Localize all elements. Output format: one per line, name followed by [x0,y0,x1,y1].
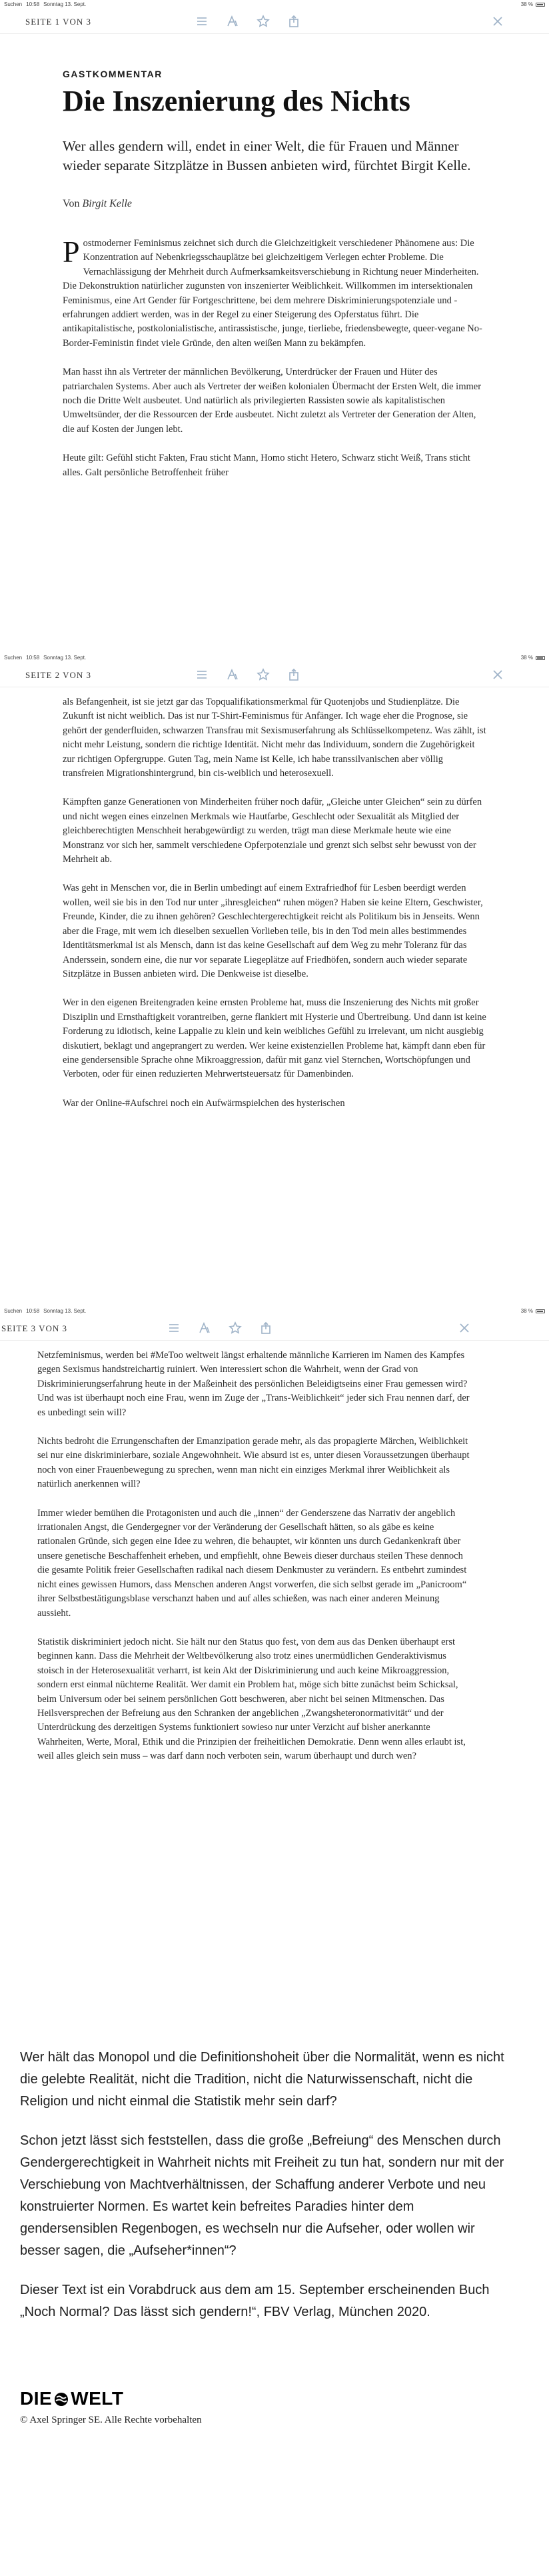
copyright-notice: © Axel Springer SE. Alle Rechte vorbehalten [20,2415,202,2425]
article-kicker: GASTKOMMENTAR [63,69,163,79]
status-carrier: Suchen [4,655,23,661]
status-carrier: Suchen [4,1,23,7]
status-date: Sonntag 13. Sept. [43,655,87,661]
body-paragraph: Immer wieder bemühen die Protagonisten und auch die „innen“ der Genderszene das Narrativ der angeblich irrationalen Angst, die Gendergegner vor der Veränderung der Gesellschaft hätten, so als gäbe es keine rationalen Gründe, sich gegen eine Idee zu wehren, die behauptet, wir könnten uns durch Gedankenkraft über unsere genetische Beschaffenheit erheben, und empfiehlt, ohne Beweis dieser durchaus steilen These dennoch die gesamte Politik freier Gesellschaften radikal nach diesem Denkmuster zu verändern. Es entbehrt zumindest nicht eines gewissen Humors, dass Menschen anderen Angst vorwerfen, die sich selbst gerade im „Panicroom“ ihrer Selbstbestätigungsblase verschanzt haben und auf alles schießen, was nach einer anderen Meinung aussieht. [37,1507,467,1619]
font-size-icon[interactable] [225,667,240,682]
bookmark-star-icon[interactable] [228,1321,243,1335]
article-column [0,1341,549,1764]
battery-percent: 38 % [520,1308,533,1314]
status-bar [0,653,549,662]
article-column [0,687,549,1111]
close-icon[interactable] [492,15,505,29]
bookmark-star-icon[interactable] [256,14,271,29]
body-paragraph: Heute gilt: Gefühl sticht Fakten, Frau sticht Mann, Homo sticht Hetero, Schwarz sticht Weiß, Trans sticht alles. Galt persönliche Betroffenheit früher [63,453,470,478]
close-icon[interactable] [492,669,505,682]
article-byline [63,198,486,210]
body-paragraph: Statistik diskriminiert jedoch nicht. Sie hält nur den Status quo fest, von dem aus das Denken überhaupt erst beginnen kann. Dass die Mehrheit der Weltbevölkerung also trotz eines unermüdlichen Genderaktivismus stoisch in der Heterosexualität verharrt, ist kein Akt der Diskriminierung und auch keine Mikroaggression, sondern erst einmal nüchterne Realität. Wer damit ein Problem hat, möge sich bitte zunächst beim Schicksal, beim Universum oder bei seinem persönlichen Gott beschweren, aber nicht bei seinen Mitmenschen. Das Heilsversprechen der Befreiung aus den Schranken der angeblichen „Zwangsheteronormativität“ und der Unterdrückung des derzeitigen Systems funktioniert sowieso nur unter Verzicht auf bisher anerkannte Wahrheiten, Werte, Moral, Ethik und die Prinzipien der freiheitlichen Demokratie. Denn wenn alles erlaubt ist, weil alles gleich sein muss – was darf dann noch verboten sein, warum überhaupt und durch wen? [37,1636,466,1762]
body-paragraph: Kämpften ganze Generationen von Minderheiten früher noch dafür, „Gleiche unter Gleichen“ sein zu dürfen und nicht wegen eines einzelnen Merkmals wie Hautfarbe, Geschlecht oder Sexualität als Mitglied der gleichberechtigten Menschheit herabgewürdigt zu werden, trägt man diese Merkmale heute wie eine Monstranz vor sich her, sammelt verschiedene Opferpotenziale und grenzt sich selbst sehr bewusst von der Mehrheit ab. [63,797,482,865]
article-column [0,69,549,480]
body-paragraph: Nichts bedroht die Errungenschaften der Emanzipation gerade mehr, als das propagierte Märchen, Weiblichkeit sei nur eine diskriminierbare, soziale Angewohnheit. Wie absurd ist es, unter diesen Voraussetzungen überhaupt noch von einer Frauenbewegung zu sprechen, wenn man nicht ein einziges Merkmal ihrer Weiblichkeit als natürlich anerkennen will? [37,1436,470,1490]
battery-percent: 38 % [520,655,533,661]
article-headline: Die Inszenierung des Nichts [63,85,410,117]
status-time: 10:58 [26,1,40,7]
share-icon[interactable] [286,14,301,29]
battery-icon [536,3,545,7]
web-article-continuation [20,2047,513,2341]
body-paragraph: Man hasst ihn als Vertreter der männlichen Bevölkerung, Unterdrücker der Frauen und Hüter des patriarchalen Systems. Aber auch als Vertreter der weißen kolonialen Übermacht der Ersten Welt, die immer noch die Dritte Welt ausbeutet. Und natürlich als privilegierten Rassisten sowie als kapitalistischen Umweltsünder, der die Ressourcen der Erde ausbeutet. Nicht zuletzt als Vertreter der Generation der Alten, die auf Kosten der Jungen lebt. [63,367,482,435]
reader-toolbar [0,662,549,687]
byline-prefix: Von [63,198,80,209]
byline-author: Birgit Kelle [82,198,133,209]
body-paragraph: als Befangenheit, ist sie jetzt gar das Topqualifikationsmerkmal für Quotenjobs und Studienplätze. Die Zukunft ist nicht weiblich. Das ist nur T-Shirt-Feminismus für Anfänger. Ich wage eher die Prognose, sie gehört der genderfluiden, schwarzen Transfrau mit Sexismuserfahrung als Schlüsselkompetenz. Was zählt, ist nicht mehr Leistung, sondern die richtige Identität. Nicht mehr das Individuum, sondern die Zugehörigkeit zur richtigen Opfergruppe. Guten Tag, mein Name ist Kelle, ich habe transsilvanischen aber völlig transfreien Migrationshintergrund, bin cis-weiblich und heterosexuell. [63,697,486,779]
page-indicator: SEITE 1 VON 3 [25,17,92,27]
body-paragraph: Postmoderner Feminismus zeichnet sich durch die Gleichzeitigkeit verschiedener Phänomene aus: Die Konzentration auf Nebenkriegsschauplätze bei gleichzeitigem Verlegen echter Probleme. Die Vernachlässigung der Mehrheit durch Aufmerksamkeitsverschiebung in Richtung neuer Minderheiten. Die Dekonstruktion natürlicher zugunsten von inszenierter Weiblichkeit. Willkommen im intersektionalen Feminismus, eine Art Gender für Fortgeschrittene, bei dem mehrere Diskriminierungspotenziale und -erfahrungen addiert werden, was in der Regel zu einer Steigerung des Opferstatus führt. Die antikapitalistische, postkolonialistische, antirassistische, junge, tierliebe, friedensbewegte, queer-vegane No-Border-Feministin findet viele Gründe, den alten weißen Mann zu bekämpfen. [63,235,482,349]
status-time: 10:58 [26,655,40,661]
article-body [37,1341,470,1764]
status-bar [0,1307,549,1315]
article-body [63,687,486,1111]
logo-text-right: WELT [71,2388,124,2409]
status-date: Sonntag 13. Sept. [43,1308,87,1314]
logo-text-left: DIE [20,2388,53,2409]
article-teaser: Wer alles gendern will, endet in einer Welt, die für Frauen und Männer wieder separate Sitzplätze in Bussen anbieten wird, fürchtet Birgit Kelle. [63,138,471,173]
close-icon[interactable] [458,1322,472,1335]
reader-page-1 [0,0,549,653]
battery-percent: 38 % [520,1,533,7]
status-bar [0,0,549,9]
font-size-icon[interactable] [225,14,240,29]
body-paragraph: War der Online-#Aufschrei noch ein Aufwärmspielchen des hysterischen [63,1097,345,1109]
web-paragraph: Dieser Text ist ein Vorabdruck aus dem am 15. September erscheinenden Buch „Noch Normal? Das lässt sich gendern!“, FBV Verlag, München 2020. [20,2283,490,2319]
body-paragraph: Was geht in Menschen vor, die in Berlin umbedingt auf einem Extrafriedhof für Lesben beerdigt werden wollen, weil sie bis in den Tod nur unter „ihresgleichen“ ruhen mögen? Haben sie keine Eltern, Geschwister, Freunde, Kinder, die zu ihnen gehören? Geschlechtergerechtigkeit reicht als Politikum bis in Jenseits. Wenn aber die Frage, mit wem ich dieselben sexuellen Vorlieben teile, bis in den Tod mein alles bestimmendes Identitätsmerkmal ist als Mensch, dann ist das keine Gesellschaft auf dem Weg zu mehr Toleranz für das Anderssein, sondern eine, die nur vor separate Liegeplätze auf Friedhöfen, sondern auch wieder separate Sitzplätze in Bussen anbieten wird. Die Denkweise ist dieselbe. [63,883,483,979]
reader-page-2 [0,653,549,1307]
status-carrier: Suchen [4,1308,23,1314]
die-welt-logo[interactable] [20,2388,123,2409]
page-indicator: SEITE 2 VON 3 [25,670,92,680]
status-time: 10:58 [26,1308,40,1314]
bookmark-star-icon[interactable] [256,667,271,682]
menu-icon[interactable] [167,1321,181,1335]
reader-toolbar [0,1315,549,1341]
article-body [63,237,486,480]
menu-icon[interactable] [195,667,209,682]
web-paragraph: Schon jetzt lässt sich feststellen, dass die große „Befreiung“ des Menschen durch Gendergerechtigkeit in Wahrheit nichts mit Freiheit zu tun hat, sondern nur mit der Verschiebung von Machtverhältnissen, der Schaffung anderer Verbote und neu konstruierter Normen. Es wartet kein befreites Paradies hinter dem gendersensiblen Regenbogen, es wechseln nur die Aufseher, oder wollen wir besser sagen, die „Aufseher*innen“? [20,2133,504,2258]
globe-icon [53,2391,69,2407]
reader-page-3 [0,1307,549,2039]
page-indicator: SEITE 3 VON 3 [1,1323,68,1333]
battery-icon [536,656,545,660]
body-paragraph: Netzfeminismus, werden bei #MeToo weltweit längst erhaltende männliche Karrieren im Namen des Kampfes gegen Sexismus handstreichartig ruiniert. Wen interessiert schon die Wahrheit, wenn der Grad von Diskriminierungserfahrung heute in der Maßeinheit des persönlichen Beleidigtseins einer Frau gemessen wird? Und was ist überhaupt noch eine Frau, wenn im Zuge der „Trans-Weiblichkeit“ jeder sich Frau nennen darf, der es unbedingt sein will? [37,1350,470,1418]
battery-icon [536,1309,545,1313]
status-date: Sonntag 13. Sept. [43,1,87,7]
reader-toolbar [0,9,549,34]
body-paragraph: Wer in den eigenen Breitengraden keine ernsten Probleme hat, muss die Inszenierung des Nichts mit großer Disziplin und Ernsthaftigkeit vorantreiben, gerne flankiert mit Hysterie und Übertreibung. Und dann ist keine Forderung zu idiotisch, keine Lappalie zu klein und kein weibliches Gefühl zu irrelevant, um nicht ausgiebig diskutiert, beklagt und angeprangert zu werden. Wer keine existenziellen Probleme hat, kämpft dann eben für eine gendersensible Sprache ohne Mikroaggression, dafür mit ganz viel Sternchen, Wortschöpfungen und Verboten, oder für einen reduzierten Mehrwertsteuersatz für Damenbinden. [63,997,486,1080]
menu-icon[interactable] [195,14,209,29]
web-paragraph: Wer hält das Monopol und die Definitionshoheit über die Normalität, wenn es nicht die gelebte Realität, nicht die Tradition, nicht die Naturwissenschaft, nicht die Religion und nicht einmal die Statistik mehr sein darf? [20,2050,504,2109]
font-size-icon[interactable] [197,1321,212,1335]
share-icon[interactable] [286,667,301,682]
share-icon[interactable] [259,1321,273,1335]
